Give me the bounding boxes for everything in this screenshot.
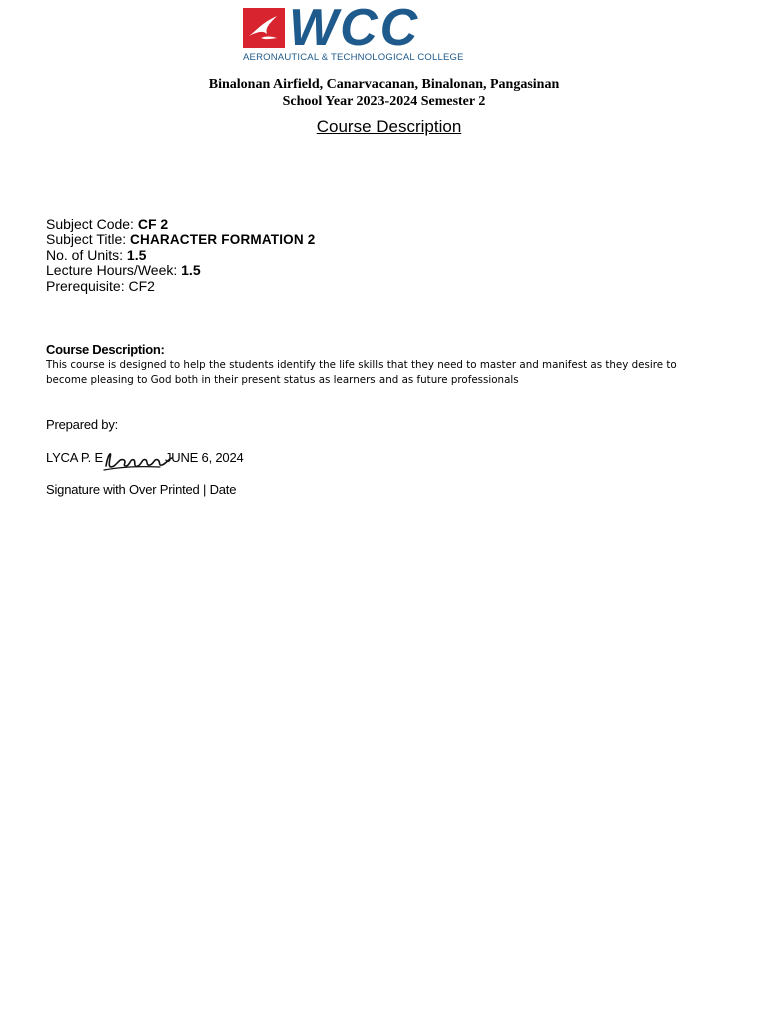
subject-code-value: CF 2 — [137, 216, 169, 232]
signature-caption: Signature with Over Printed | Date — [46, 482, 237, 497]
prepared-by-label: Prepared by: — [46, 417, 119, 432]
units-label: No. of Units: — [46, 246, 127, 263]
units-value: 1.5 — [126, 246, 147, 263]
subject-code-row — [46, 217, 316, 232]
handwritten-signature — [100, 444, 180, 474]
logo-wordmark: WCC — [289, 0, 420, 57]
bird-emblem-icon — [243, 8, 285, 48]
course-description-heading: Course Description: — [46, 342, 165, 357]
logo-subtitle: AERONAUTICAL & TECHNOLOGICAL COLLEGE — [243, 52, 464, 63]
units-row — [46, 248, 316, 263]
subject-info — [46, 217, 316, 294]
course-description-text: This course is designed to help the students identify the life skills that they need to master and manifest as they desire to become pleasing to God both in their present status as learners and as future professionals — [46, 359, 677, 386]
lecture-hours-label: Lecture Hours/Week: — [46, 262, 182, 279]
prepared-date: JUNE 6, 2024 — [164, 450, 244, 465]
subject-title-value: CHARACTER FORMATION 2 — [130, 232, 316, 248]
prerequisite-value: CF2 — [128, 277, 155, 294]
prerequisite-label: Prerequisite: — [46, 277, 129, 294]
preparer-name: LYCA P. E — [46, 450, 103, 465]
prerequisite-row — [46, 279, 316, 294]
college-logo — [243, 0, 471, 66]
document-title: Course Description — [316, 117, 462, 136]
subject-title-row — [46, 232, 316, 247]
school-year: School Year 2023-2024 Semester 2 — [282, 94, 486, 109]
school-address: Binalonan Airfield, Canarvacanan, Binalonan, Pangasinan — [208, 77, 560, 92]
lecture-hours-row — [46, 263, 316, 278]
lecture-hours-value: 1.5 — [181, 262, 201, 279]
subject-code-label: Subject Code: — [46, 216, 138, 232]
subject-title-label: Subject Title: — [46, 231, 131, 248]
